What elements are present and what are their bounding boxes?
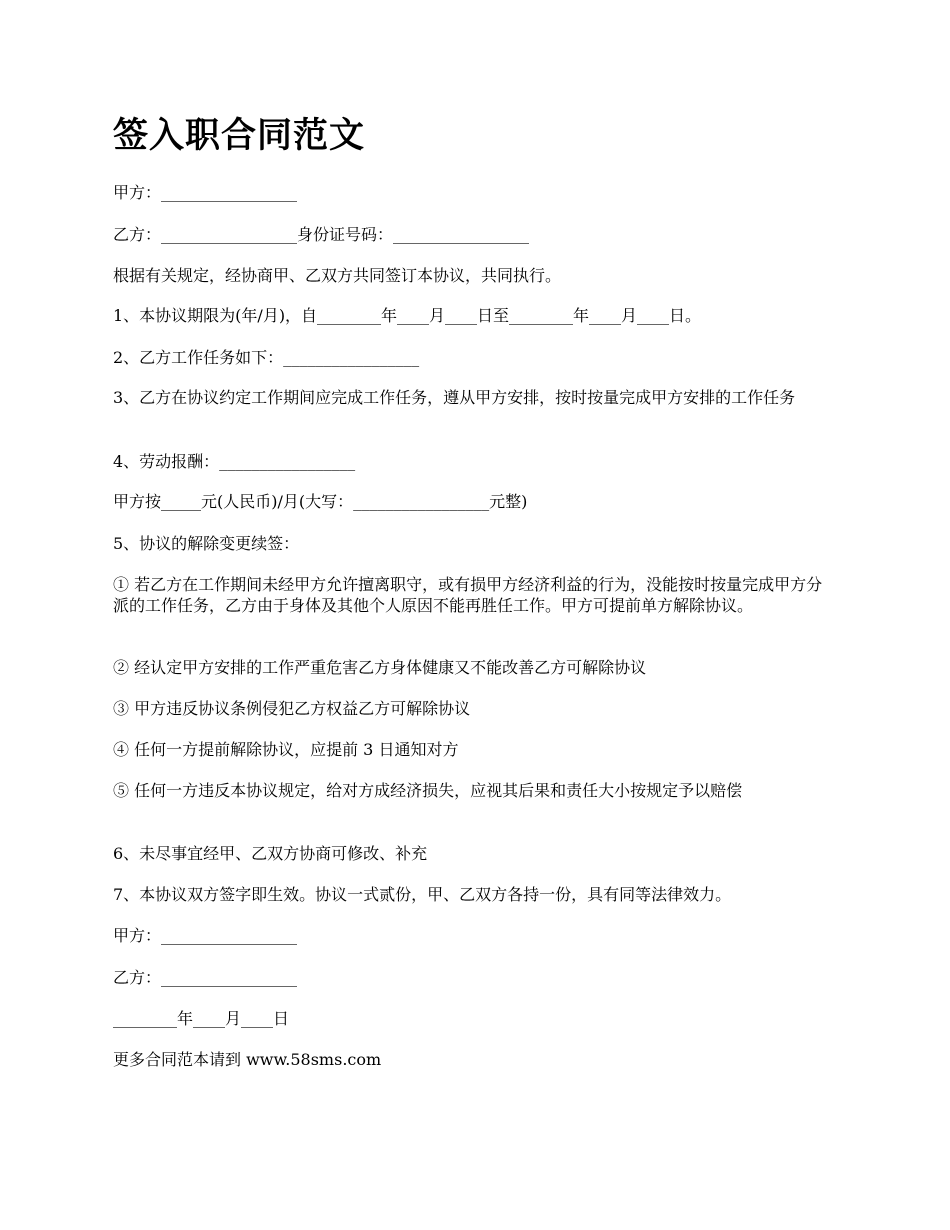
termination-item-5: ⑤ 任何一方违反本协议规定，给对方成经济损失，应视其后果和责任大小按规定予以赔偿 bbox=[113, 781, 743, 800]
signature-party-b: 乙方：_________________ bbox=[113, 968, 298, 987]
clause-4-remuneration: 4、劳动报酬：_________________ bbox=[113, 452, 356, 471]
footer-link-text: 更多合同范本请到 www.58sms.com bbox=[113, 1050, 382, 1069]
termination-item-1: ① 若乙方在工作期间未经甲方允许擅离职守，或有损甲方经济利益的行为，没能按时按量完成甲方分派的工作任务，乙方由于身体及其他个人原因不能再胜任工作。甲方可提前单方解除协议。 bbox=[113, 575, 823, 615]
termination-item-4: ④ 任何一方提前解除协议，应提前 3 日通知对方 bbox=[113, 740, 459, 759]
document-title: 签入职合同范文 bbox=[113, 115, 366, 156]
termination-item-2: ② 经认定甲方安排的工作严重危害乙方身体健康又不能改善乙方可解除协议 bbox=[113, 658, 647, 677]
party-b-id-line: 乙方：_________________身份证号码：_________________ bbox=[113, 225, 530, 244]
clause-3-duties: 3、乙方在协议约定工作期间应完成工作任务，遵从甲方安排，按时按量完成甲方安排的工作任务 bbox=[113, 388, 796, 407]
clause-7-effect: 7、本协议双方签字即生效。协议一式贰份，甲、乙双方各持一份，具有同等法律效力。 bbox=[113, 885, 732, 904]
signature-party-a: 甲方：_________________ bbox=[113, 926, 298, 945]
clause-2-tasks: 2、乙方工作任务如下：_________________ bbox=[113, 348, 420, 367]
clause-1-term: 1、本协议期限为(年/月)，自________年____月____日至________年____月____日。 bbox=[113, 306, 702, 325]
termination-item-3: ③ 甲方违反协议条例侵犯乙方权益乙方可解除协议 bbox=[113, 699, 471, 718]
preamble: 根据有关规定，经协商甲、乙双方共同签订本协议，共同执行。 bbox=[113, 266, 562, 285]
clause-5-termination: 5、协议的解除变更续签： bbox=[113, 534, 300, 553]
party-a-line: 甲方：_________________ bbox=[113, 183, 298, 202]
signature-date: ________年____月____日 bbox=[113, 1009, 290, 1028]
clause-6-amendment: 6、未尽事宜经甲、乙双方协商可修改、补充 bbox=[113, 844, 428, 863]
salary-line: 甲方按_____元(人民币)/月(大写：_________________元整) bbox=[113, 492, 528, 511]
